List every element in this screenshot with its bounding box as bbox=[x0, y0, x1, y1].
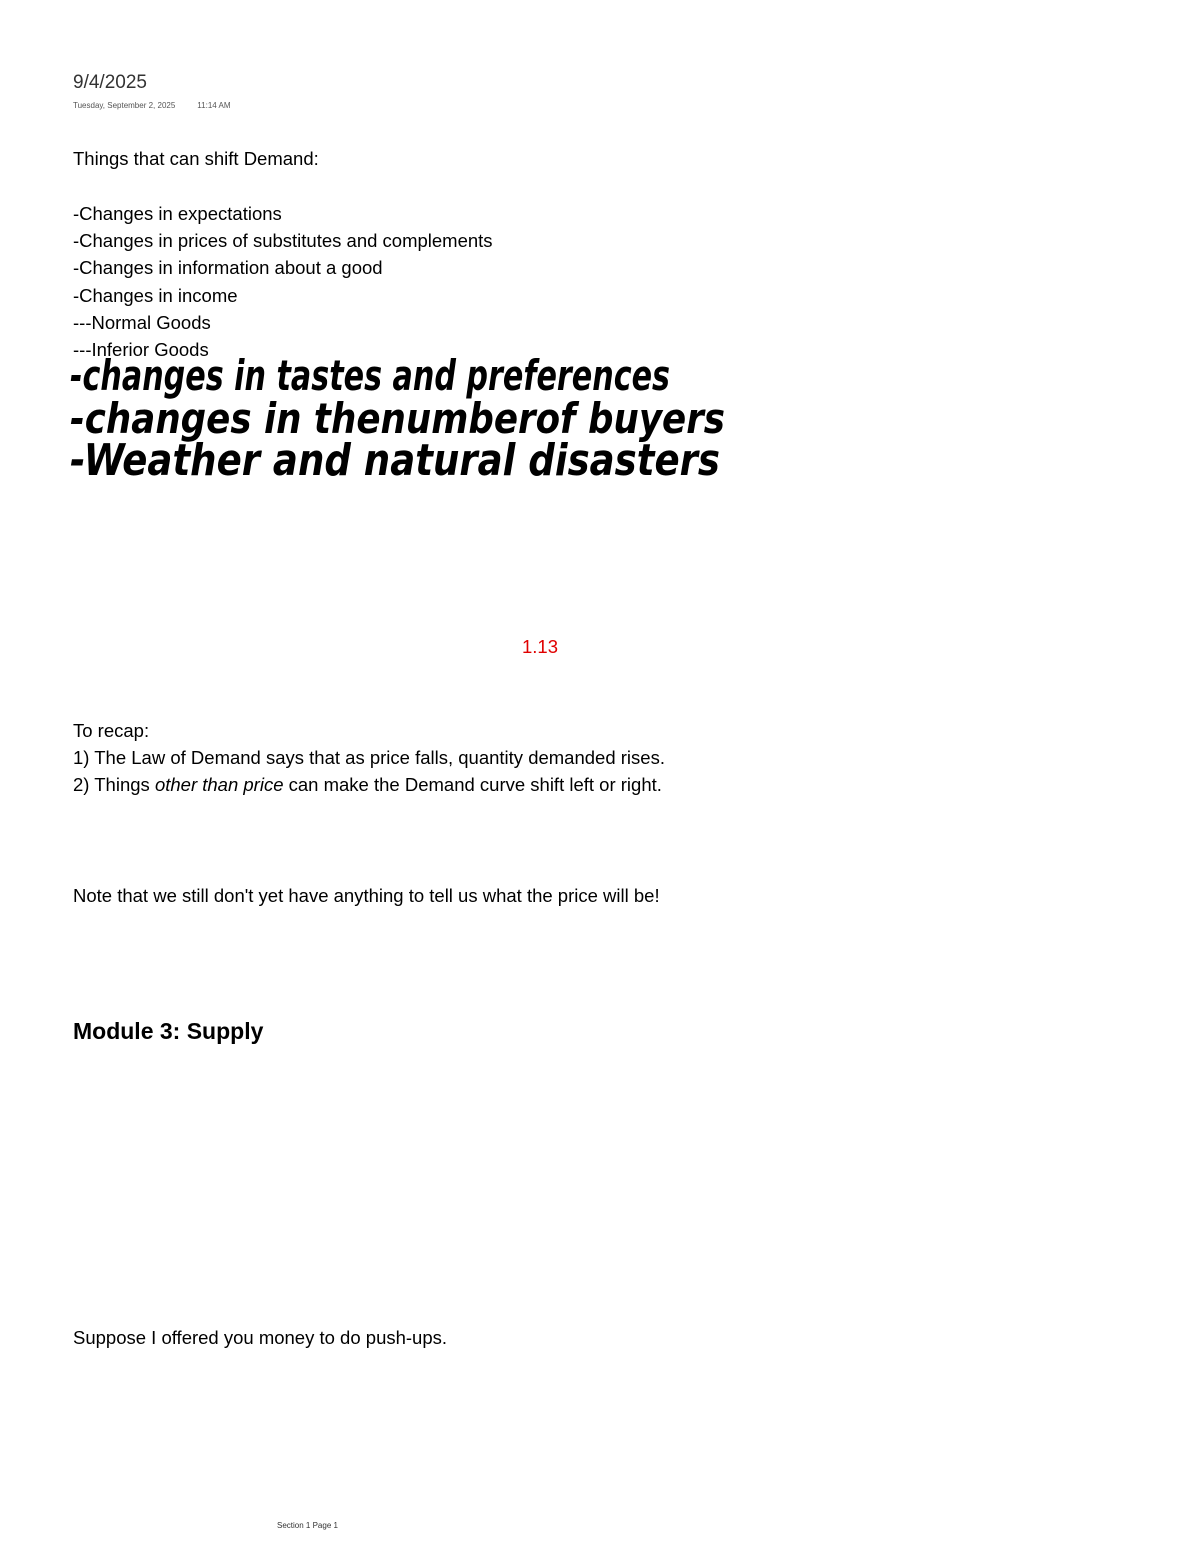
page-date-title: 9/4/2025 bbox=[73, 72, 147, 93]
recap-item-2 bbox=[73, 771, 665, 798]
recap-item-2-end: can make the Demand curve shift left or right. bbox=[283, 774, 662, 796]
handwritten-line-1: -changes in tastes and preferences bbox=[70, 351, 670, 400]
timestamp-date: Tuesday, September 2, 2025 bbox=[73, 101, 176, 110]
list-item: -Changes in prices of substitutes and complements bbox=[73, 230, 493, 252]
price-note: Note that we still don't yet have anything to tell us what the price will be! bbox=[73, 885, 660, 906]
list-item: -Changes in information about a good bbox=[73, 257, 383, 279]
supply-prompt: Suppose I offered you money to do push-ups. bbox=[73, 1327, 448, 1348]
shift-demand-list bbox=[73, 200, 493, 363]
handwritten-line-2: -changes in thenumberof buyers bbox=[70, 394, 725, 443]
recap-label: To recap: bbox=[73, 720, 150, 741]
page-timestamp bbox=[73, 101, 231, 110]
recap-list bbox=[73, 744, 665, 798]
module-heading: Module 3: Supply bbox=[73, 1018, 264, 1044]
list-item: ---Normal Goods bbox=[73, 311, 211, 333]
list-item: ---Inferior Goods bbox=[73, 338, 209, 360]
handwritten-notes bbox=[68, 345, 748, 495]
recap-item-1: 1) The Law of Demand says that as price falls, quantity demanded rises. bbox=[73, 747, 665, 768]
list-item: -Changes in income bbox=[73, 284, 238, 306]
timestamp-time: 11:14 AM bbox=[197, 101, 231, 110]
recap-item-2-emphasis: other than price bbox=[154, 774, 284, 796]
page-footer: Section 1 Page 1 bbox=[277, 1521, 338, 1530]
handwritten-line-3: -Weather and natural disasters bbox=[70, 435, 720, 486]
recap-item-2-start: 2) Things bbox=[73, 774, 155, 796]
red-marker-number: 1.13 bbox=[522, 636, 559, 657]
shift-demand-heading: Things that can shift Demand: bbox=[73, 148, 319, 169]
list-item: -Changes in expectations bbox=[73, 203, 282, 224]
